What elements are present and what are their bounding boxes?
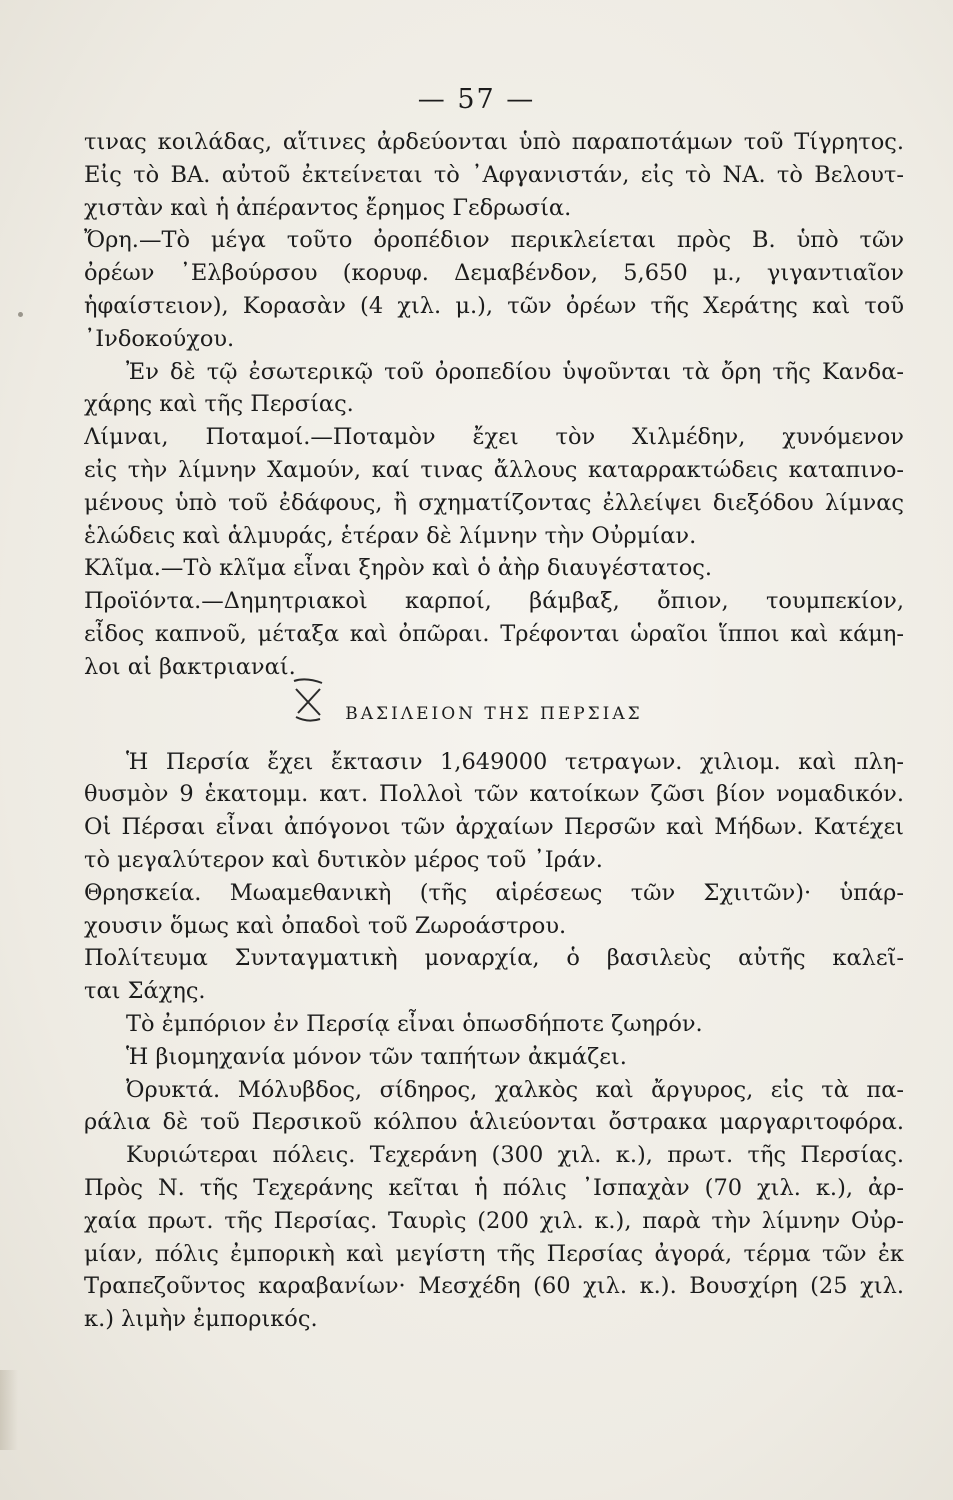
text-line: Εἰς τὸ ΒΑ. αὐτοῦ ἐκτείνεται τὸ ᾿Αφγανιστάν, εἰς τὸ ΝΑ. τὸ Βελουτ- [84, 161, 904, 188]
text-line: ᾿Ινδοκούχου. [84, 325, 235, 352]
section-heading-proionta: Προϊόντα.—Δημητριακοὶ καρποί, βάμβαξ, ὄπιον, τουμπεκίον, [84, 588, 904, 615]
text-line: ἑλώδεις καὶ ἁλμυράς, ἑτέραν δὲ λίμνην τὴν Οὐρμίαν. [84, 522, 697, 549]
paper-stain [0, 1370, 18, 1450]
text-line: Ἡ Περσία ἔχει ἔκτασιν 1,649000 τετραγων. χιλιομ. καὶ πλη- [126, 748, 904, 775]
text-line: Οἱ Πέρσαι εἶναι ἀπόγονοι τῶν ἀρχαίων Περσῶν καὶ Μήδων. Κατέχει [84, 814, 904, 841]
text-line: ἡφαίστειον), Κορασὰν (4 χιλ. μ.), τῶν ὀρέων τῆς Χεράτης καὶ τοῦ [84, 292, 904, 319]
section-heading-thriskeia: Θρησκεία. Μωαμεθανικὴ (τῆς αἱρέσεως τῶν Σχιιτῶν)· ὑπάρ- [84, 879, 904, 906]
text-line: Τὸ ἐμπόριον ἐν Περσίᾳ εἶναι ὁπωσδήποτε ζωηρόν. [126, 1010, 703, 1037]
section-heading-politeuma: Πολίτευμα Συνταγματικὴ μοναρχία, ὁ βασιλεὺς αὐτῆς καλεῖ- [84, 945, 904, 972]
text-line: χουσιν ὅμως καὶ ὀπαδοὶ τοῦ Ζωροάστρου. [84, 912, 567, 939]
text-line: μίαν, πόλις ἐμπορικὴ καὶ μεγίστη τῆς Περσίας ἀγορά, τέρμα τῶν ἐκ [84, 1240, 904, 1267]
text-line: μένους ὑπὸ τοῦ ἐδάφους, ἢ σχηματίζοντας ἐλλείψει διεξόδου λίμνας [84, 489, 904, 516]
text-line: Ἡ βιομηχανία μόνον τῶν ταπήτων ἀκμάζει. [126, 1043, 627, 1070]
section-heading-limnai: Λίμναι, Ποταμοί.—Ποταμὸν ἔχει τὸν Χιλμέδην, χυνόμενον [84, 424, 904, 451]
text-line: Τραπεζοῦντος καραβανίων· Μεσχέδη (60 χιλ. κ.). Βουσχίρη (25 χιλ. [84, 1273, 904, 1300]
section-heading-oryktra: Ὀρυκτά. Μόλυβδος, σίδηρος, χαλκὸς καὶ ἄργυρος, εἰς τὰ πα- [126, 1076, 904, 1103]
section-heading-klima: Κλῖμα.—Τὸ κλῖμα εἶναι ξηρὸν καὶ ὁ ἀὴρ διαυγέστατος. [84, 555, 713, 582]
text-line: ράλια δὲ τοῦ Περσικοῦ κόλπου ἁλιεύονται ὄστρακα μαργαριτοφόρα. [84, 1109, 904, 1136]
text-line: ὀρέων ᾿Ελβούρσου (κορυφ. Δεμαβένδον, 5,650 μ., γιγαντιαῖον [84, 260, 904, 287]
text-line: εἶδος καπνοῦ, μέταξα καὶ ὀπῶραι. Τρέφονται ὡραῖοι ἵπποι καὶ κάμη- [84, 620, 904, 647]
text-line: ται Σάχης. [84, 978, 206, 1005]
text-line: λοι αἱ βακτριαναί. [84, 653, 296, 680]
paper-speck [18, 312, 23, 317]
handwritten-mark-icon [290, 675, 328, 725]
text-line: κ.) λιμὴν ἐμπορικός. [84, 1306, 318, 1333]
section-heading-ori: Ὄρη.—Τὸ μέγα τοῦτο ὀροπέδιον περικλείεται πρὸς Β. ὑπὸ τῶν [84, 227, 904, 254]
text-line: χάρης καὶ τῆς Περσίας. [84, 391, 354, 418]
text-line: τὸ μεγαλύτερον καὶ δυτικὸν μέρος τοῦ ᾿Ιράν. [84, 846, 603, 873]
text-line: εἰς τὴν λίμνην Χαμούν, καί τινας ἄλλους καταρρακτώδεις καταπινο- [84, 456, 904, 483]
text-line: Πρὸς Ν. τῆς Τεχεράνης κεῖται ἡ πόλις ᾿Ισπαχὰν (70 χιλ. κ.), ἀρ- [84, 1174, 904, 1201]
text-line: Ἐν δὲ τῷ ἐσωτερικῷ τοῦ ὀροπεδίου ὑψοῦνται τὰ ὄρη τῆς Κανδα- [126, 358, 904, 385]
text-line: τινας κοιλάδας, αἵτινες ἀρδεύονται ὑπὸ παραποτάμων τοῦ Τίγρητος. [84, 129, 904, 155]
text-line: χιστὰν καὶ ἡ ἀπέραντος ἔρημος Γεδρωσία. [84, 194, 572, 221]
chapter-title: ΒΑΣΙΛΕΙΟΝ ΤΗΣ ΠΕΡΣΙΑΣ [345, 703, 643, 724]
page-number: — 57 — [417, 84, 536, 115]
text-line: θυσμὸν 9 ἑκατομμ. κατ. Πολλοὶ τῶν κατοίκων ζῶσι βίον νομαδικόν. [84, 781, 904, 808]
text-line: χαία πρωτ. τῆς Περσίας. Ταυρὶς (200 χιλ. κ.), παρὰ τὴν λίμνην Οὐρ- [84, 1207, 904, 1234]
body-text [84, 126, 904, 1336]
section-heading-poleis: Κυριώτεραι πόλεις. Τεχεράνη (300 χιλ. κ.), πρωτ. τῆς Περσίας. [126, 1142, 904, 1169]
